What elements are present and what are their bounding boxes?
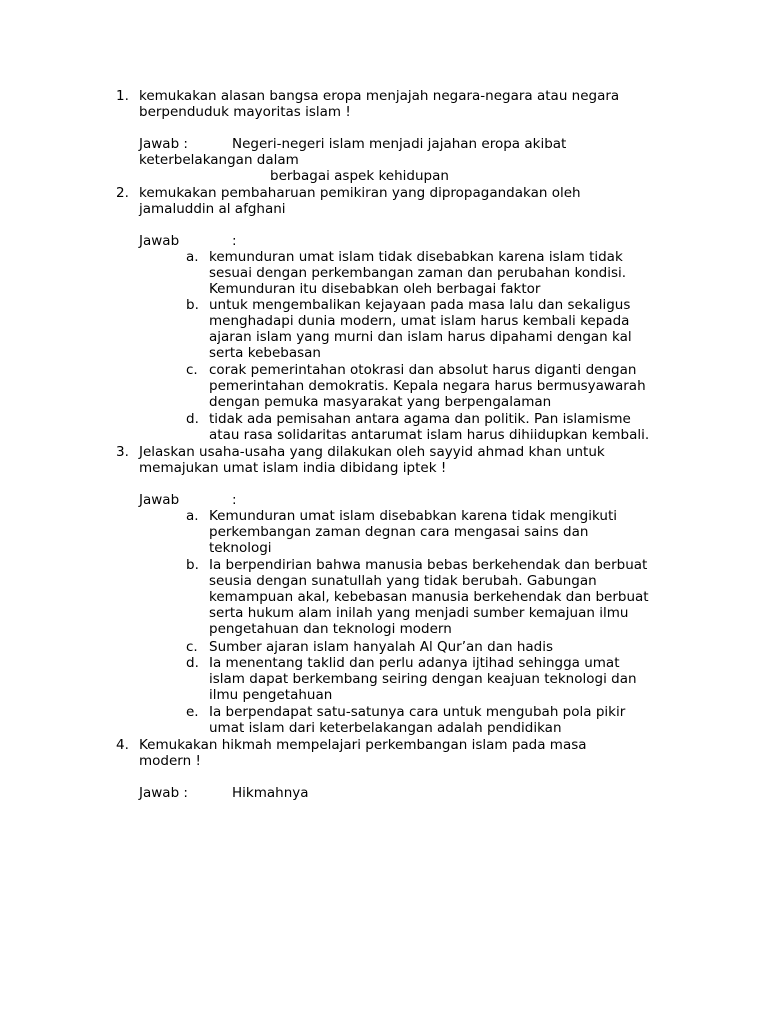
jawab-label: Jawab [139,233,180,249]
question-line: modern ! [139,753,201,769]
question-line: kemukakan alasan bangsa eropa menjajah negara-negara atau negara [139,88,620,104]
question-line: memajukan umat islam india dibidang iptek ! [139,460,447,476]
question-text [139,88,679,120]
item-letter: b. [186,297,199,313]
answer-line: Negeri-negeri islam menjadi jajahan eropa akibat [232,136,567,152]
question-number: 1. [116,88,129,104]
jawab-label: Jawab [139,492,180,508]
item-line: corak pemerintahan otokrasi dan absolut harus diganti dengan [209,362,637,378]
question-line: kemukakan pembaharuan pemikiran yang dipropagandakan oleh [139,185,581,201]
question-text [139,737,679,769]
item-line: serta kebebasan [209,345,321,361]
item-line: pengetahuan dan teknologi modern [209,621,452,637]
item-line: dengan pemuka masyarakat yang berpengalaman [209,394,552,410]
item-text [209,639,553,655]
answer-line: keterbelakangan dalam [139,152,299,168]
question-number: 3. [116,444,129,460]
item-line: Kemunduran umat islam disebabkan karena tidak mengikuti [209,508,617,524]
question-text [139,444,679,476]
question-line: berpenduduk mayoritas islam ! [139,104,351,120]
item-line: tidak ada pemisahan antara agama dan politik. Pan islamisme [209,411,631,427]
item-line: seusia dengan sunatullah yang tidak berubah. Gabungan [209,573,597,589]
item-letter: c. [186,362,198,378]
item-line: ajaran islam yang murni dan islam harus dipahami dengan kal [209,329,632,345]
item-text [209,362,646,410]
item-line: atau rasa solidaritas antarumat islam harus dihiidupkan kembali. [209,427,650,443]
item-letter: a. [186,508,199,524]
item-line: Kemunduran itu disebabkan oleh berbagai faktor [209,281,541,297]
item-line: Ia berpendapat satu-satunya cara untuk mengubah pola pikir [209,704,626,720]
item-line: menghadapi dunia modern, umat islam harus kembali kepada [209,313,630,329]
item-line: teknologi [209,540,272,556]
item-line: kemampuan akal, kebebasan manusia berkehendak dan berbuat [209,589,649,605]
item-line: untuk mengembalikan kejayaan pada masa lalu dan sekaligus [209,297,631,313]
item-line: islam dapat berkembang seiring dengan keajuan teknologi dan [209,671,637,687]
item-text [209,411,649,443]
item-text [209,557,649,637]
question-line: Jelaskan usaha-usaha yang dilakukan oleh sayyid ahmad khan untuk [139,444,605,460]
answer-line: Hikmahnya [232,785,309,801]
item-line: perkembangan zaman degnan cara mengasai sains dan [209,524,589,540]
jawab-colon: : [232,492,237,508]
item-letter: a. [186,249,199,265]
item-letter: b. [186,557,199,573]
question-number: 4. [116,737,129,753]
item-line: ilmu pengetahuan [209,687,333,703]
jawab-colon: : [232,233,237,249]
answer-line: berbagai aspek kehidupan [270,168,449,184]
question-line: Kemukakan hikmah mempelajari perkembangan islam pada masa [139,737,587,753]
item-letter: d. [186,655,199,671]
item-text [209,297,632,361]
item-line: sesuai dengan perkembangan zaman dan perubahan kondisi. [209,265,627,281]
item-letter: c. [186,639,198,655]
item-line: Ia berpendirian bahwa manusia bebas berkehendak dan berbuat [209,557,648,573]
question-line: jamaluddin al afghani [139,201,286,217]
item-line: Sumber ajaran islam hanyalah Al Qur’an dan hadis [209,639,554,655]
item-text [209,704,625,736]
item-text [209,508,617,556]
item-letter: d. [186,411,199,427]
jawab-label: Jawab : [139,136,188,152]
item-line: serta hukum alam inilah yang menjadi sumber kemajuan ilmu [209,605,629,621]
item-text [209,655,637,703]
question-number: 2. [116,185,129,201]
question-text [139,185,679,217]
item-line: pemerintahan demokratis. Kepala negara harus bermusyawarah [209,378,646,394]
item-letter: e. [186,704,199,720]
item-line: umat islam dari keterbelakangan adalah pendidikan [209,720,562,736]
item-line: Ia menentang taklid dan perlu adanya ijtihad sehingga umat [209,655,620,671]
jawab-label: Jawab : [139,785,188,801]
item-text [209,249,626,297]
item-line: kemunduran umat islam tidak disebabkan karena islam tidak [209,249,623,265]
